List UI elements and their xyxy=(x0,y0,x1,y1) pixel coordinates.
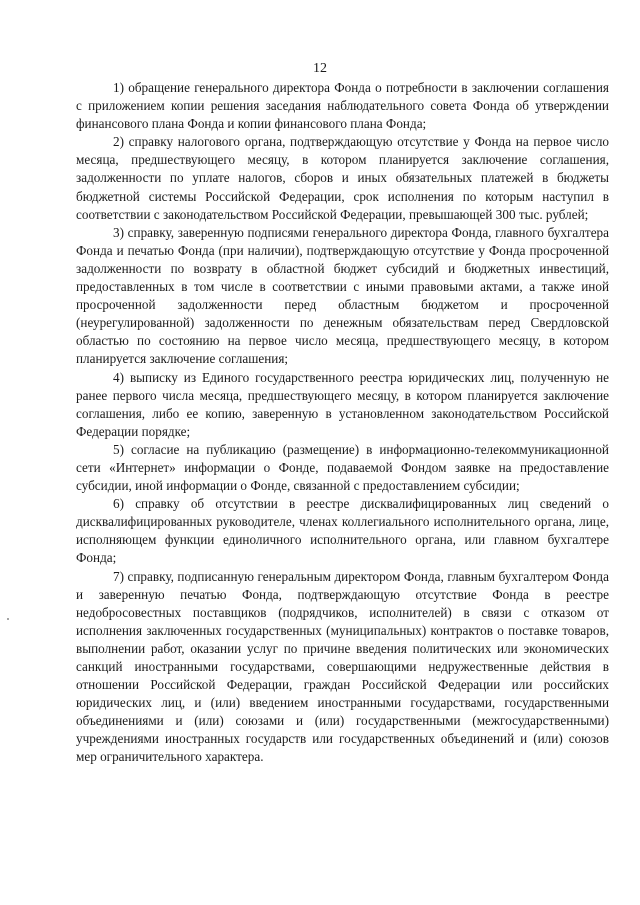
list-item-1: 1) обращение генерального директора Фонда о потребности в заключении соглашения с приложением копии решения заседания наблюдательного совета Фонда об утверждении финансового плана Фонда и копии финансового плана Фонда; xyxy=(76,80,609,132)
list-item-3: 3) справку, заверенную подписями генерального директора Фонда, главного бухгалтера Фонда и печатью Фонда (при наличии), подтверждающую отсутствие у Фонда просроченной задолженности по возврату в областной бюджет субсидий и бюджетных инвестиций, предоставленных в том числе в соответствии с иными правовыми актами, а также иной просроченной задолженности перед областным бюджетом и просроченной (неурегулированной) задолженности по денежным обязательствам перед Свердловской областью по состоянию на первое число месяца, предшествующего месяцу, в котором планируется заключение соглашения; xyxy=(76,224,609,367)
list-item-5: 5) согласие на публикацию (размещение) в информационно-телекоммуникационной сети «Интернет» информации о Фонде, подаваемой Фондом заявке на предоставление субсидии, иной информации о Фонде, связанной с предоставлением субсидии; xyxy=(76,441,609,494)
document-body xyxy=(76,79,609,767)
list-item-2: 2) справку налогового органа, подтверждающую отсутствие у Фонда на первое число месяца, предшествующего месяцу, в котором планируется заключение соглашения, задолженности по уплате налогов, сборов и иных обязательных платежей в бюджеты бюджетной системы Российской Федерации, срок исполнения по которым наступил в соответствии с законодательством Российской Федерации, превышающей 300 тыс. рублей; xyxy=(76,134,609,222)
list-item-4: 4) выписку из Единого государственного реестра юридических лиц, полученную не ранее первого числа месяца, предшествующего месяцу, в котором планируется заключение соглашения, либо ее копию, заверенную в установленном законодательством Российской Федерации порядке; xyxy=(76,369,609,439)
list-item-7: 7) справку, подписанную генеральным директором Фонда, главным бухгалтером Фонда и заверенную печатью Фонда, подтверждающую отсутствие Фонда в реестре недобросовестных поставщиков (подрядчиков, исполнителей) в связи с отказом от исполнения заключенных государственных (муниципальных) контрактов о поставке товаров, выполнении работ, оказании услуг по причине введения политических или экономических санкций иностранными государствами, совершающими недружественные действия в отношении Российской Федерации, граждан Российской Федерации или российских юридических лиц, и (или) введением иностранными государствами, государственными объединениями и (или) союзами и (или) государственными (межгосударственными) учреждениями иностранных государств или государственных объединений и (или) союзов мер ограничительного характера. xyxy=(76,568,609,765)
scan-speck xyxy=(7,618,9,620)
list-item-6: 6) справку об отсутствии в реестре дисквалифицированных лиц сведений о дисквалифицированных руководителе, членах коллегиального исполнительного органа, лице, исполняющем функции единоличного исполнительного органа, или главном бухгалтере Фонда; xyxy=(76,496,609,566)
page-number: 12 xyxy=(313,61,327,76)
